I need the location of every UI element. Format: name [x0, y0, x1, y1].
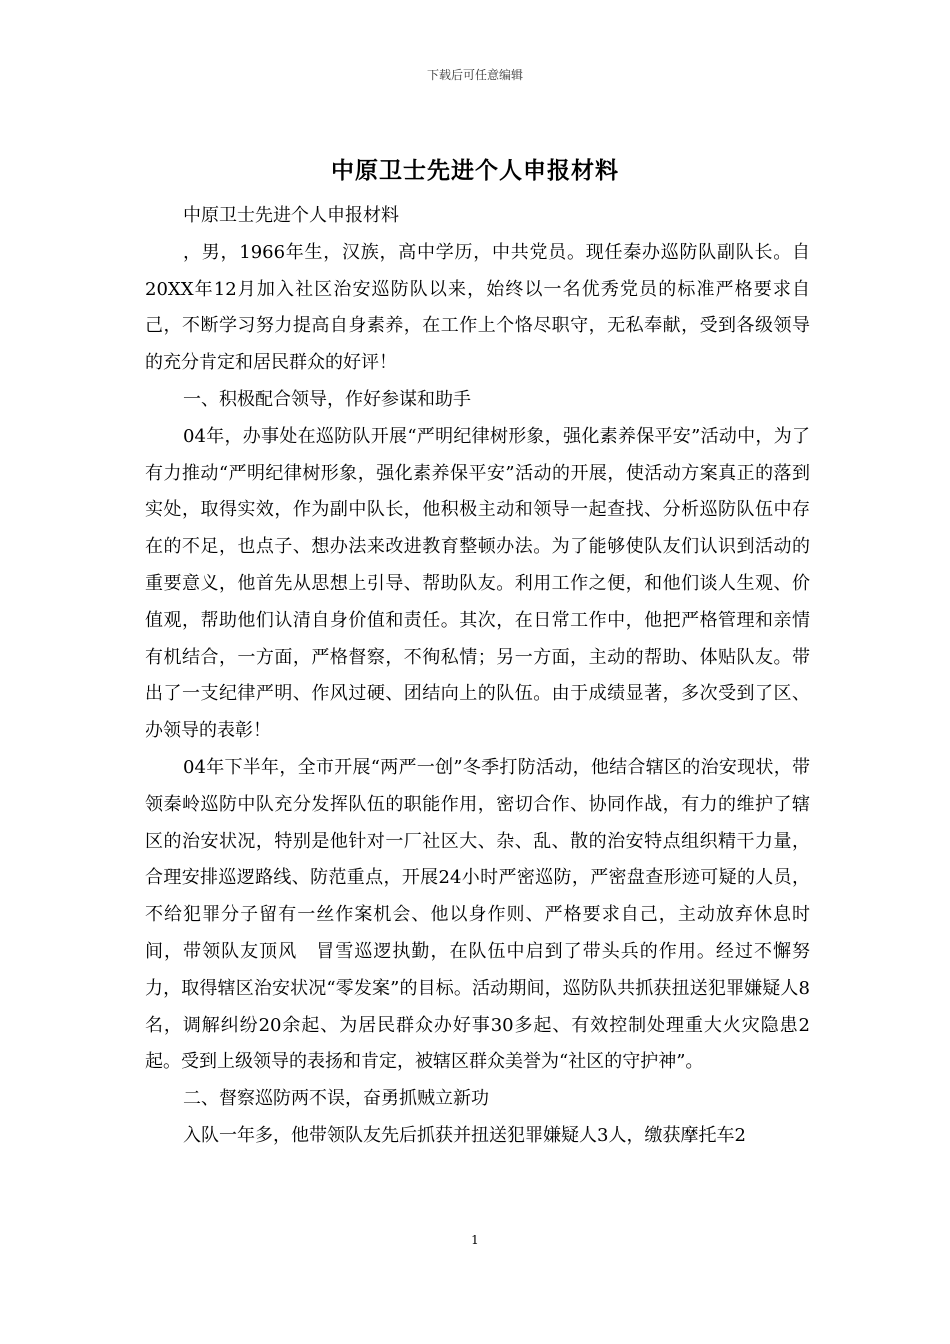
- paragraph-subtitle: 中原卫士先进个人申报材料: [183, 205, 399, 226]
- document-body: [145, 198, 810, 1155]
- page-header-note: 下载后可任意编辑: [426, 68, 523, 82]
- section-heading-2: 二、督察巡防两不误，奋勇抓贼立新功: [183, 1088, 489, 1110]
- paragraph-section-1: 04年，办事处在巡防队开展“严明纪律树形象，强化素养保平安”活动中，为了有力推动“严明纪律树形象，强化素养保平安”活动的开展，使活动方案真正的落到实处，取得实效，作为副中队长，他积极主动和领导一起查找、分析巡防队伍中存在的不足，也点子、想办法来改进教育整顿办法。为了能够使队友们认识到活动的重要意义，他首先从思想上引导、帮助队友。利用工作之便，和他们谈人生观、价值观，帮助他们认清自身价值和责任。其次，在日常工作中，他把严格管理和亲情有机结合，一方面，严格督察，不徇私情；另一方面，主动的帮助、体贴队友。带出了一支纪律严明、作风过硬、团结向上的队伍。由于成绩显著，多次受到了区、办领导的表彰！: [145, 425, 810, 742]
- paragraph-intro: ，男，1966年生，汉族，高中学历，中共党员。现任秦办巡防队副队长。自20XX年12月加入社区治安巡防队以来，始终以一名优秀党员的标准严格要求自己，不断学习努力提高自身素养，在工作上个恪尽职守，无私奉献，受到各级领导的充分肯定和居民群众的好评！: [145, 241, 810, 374]
- section-heading-1: 一、积极配合领导，作好参谋和助手: [183, 388, 471, 410]
- paragraph-section-2: 入队一年多，他带领队友先后抓获并扭送犯罪嫌疑人3人，缴获摩托车2: [183, 1124, 746, 1146]
- paragraph-winter-campaign: 04年下半年，全市开展“两严一创”冬季打防活动，他结合辖区的治安现状，带领秦岭巡防中队充分发挥队伍的职能作用，密切合作、协同作战，有力的维护了辖区的治安状况，特别是他针对一厂社区大、杂、乱、散的治安特点组织精干力量，合理安排巡逻路线、防范重点，开展24小时严密巡防，严密盘查形迹可疑的人员，不给犯罪分子留有一丝作案机会、他以身作则、严格要求自己，主动放弃休息时间，带领队友顶风 冒雪巡逻执勤，在队伍中启到了带头兵的作用。经过不懈努力，取得辖区治安状况“零发案”的目标。活动期间，巡防队共抓获扭送犯罪嫌疑人8名，调解纠纷20余起、为居民群众办好事30多起、有效控制处理重大火灾隐患2起。受到上级领导的表扬和肯定，被辖区群众美誉为“社区的守护神”。: [145, 756, 810, 1073]
- document-title: 中原卫士先进个人申报材料: [331, 157, 619, 184]
- page-number: 1: [471, 1233, 479, 1247]
